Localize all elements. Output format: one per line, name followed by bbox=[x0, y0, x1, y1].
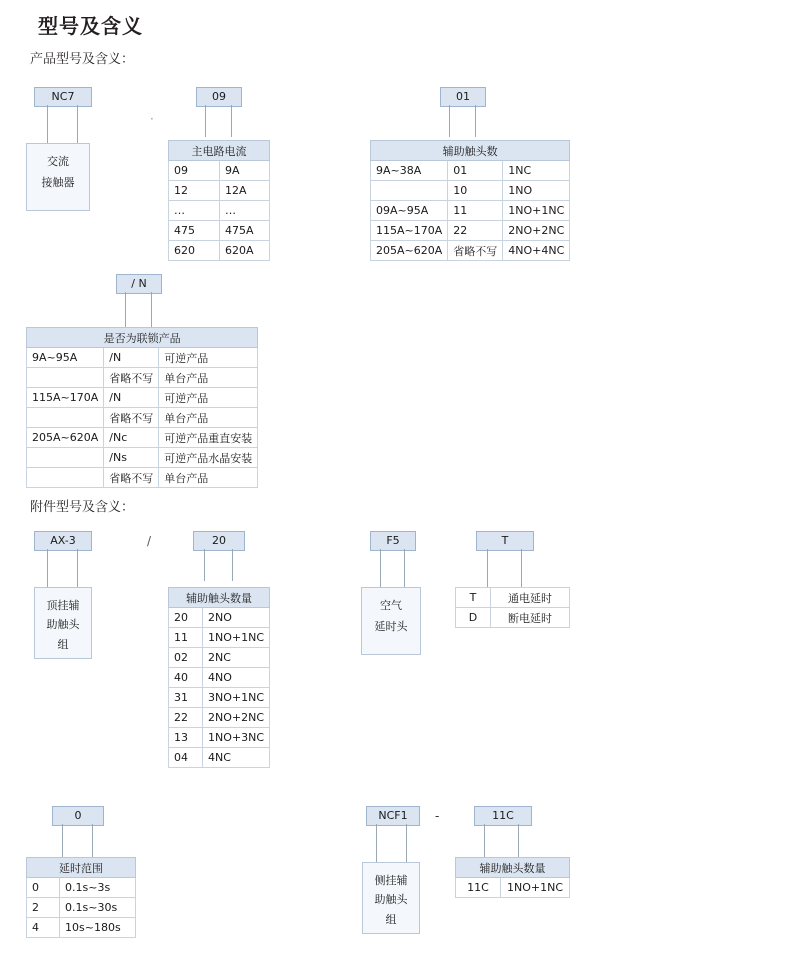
connector-nc7-left bbox=[47, 105, 48, 143]
cell-code: D bbox=[456, 608, 491, 628]
cell-code: /Nc bbox=[104, 428, 159, 448]
table-interlock bbox=[26, 327, 258, 488]
cell-code: 省略不写 bbox=[104, 468, 159, 488]
table-row bbox=[169, 608, 270, 628]
cell-value: 可逆产品 bbox=[159, 348, 258, 368]
chip-slash-n: / N bbox=[116, 274, 162, 294]
connector-11c-left bbox=[484, 824, 485, 857]
dash-mark: - bbox=[435, 809, 440, 823]
cell-code: 22 bbox=[169, 708, 203, 728]
connector-20-right bbox=[232, 549, 233, 581]
table-delay-range-header: 延时范围 bbox=[27, 858, 136, 878]
connector-01-right bbox=[475, 105, 476, 137]
cell-range bbox=[27, 368, 104, 388]
connector-f5-right bbox=[404, 549, 405, 587]
cell-code: 省略不写 bbox=[104, 368, 159, 388]
table-row bbox=[169, 241, 270, 261]
connector-t-right bbox=[521, 549, 522, 587]
cell-value: 10s~180s bbox=[60, 918, 136, 938]
cell-value: 可逆产品重直安装 bbox=[159, 428, 258, 448]
cell-range: 9A~95A bbox=[27, 348, 104, 368]
table-row bbox=[169, 221, 270, 241]
cell-code: 22 bbox=[448, 221, 503, 241]
cell-code: 31 bbox=[169, 688, 203, 708]
table-row bbox=[456, 588, 570, 608]
table-row bbox=[169, 628, 270, 648]
table-row bbox=[27, 898, 136, 918]
cell-code: 40 bbox=[169, 668, 203, 688]
cell-code: /Ns bbox=[104, 448, 159, 468]
connector-slashn-left bbox=[125, 292, 126, 327]
table-row bbox=[169, 728, 270, 748]
cell-value: 1NO bbox=[503, 181, 570, 201]
table-row bbox=[371, 201, 570, 221]
box-air-delay-line2: 延时头 bbox=[374, 619, 408, 633]
cell-code: T bbox=[456, 588, 491, 608]
cell-value: 3NO+1NC bbox=[202, 688, 269, 708]
table-main-current-header: 主电路电流 bbox=[169, 141, 270, 161]
cell-code: 13 bbox=[169, 728, 203, 748]
box-side-aux-line2: 助触头 bbox=[374, 893, 408, 907]
cell-value: 1NO+1NC bbox=[202, 628, 269, 648]
cell-code: 475 bbox=[169, 221, 220, 241]
table-row bbox=[27, 408, 258, 428]
table-aux-contacts-header: 辅助触头数 bbox=[371, 141, 570, 161]
connector-20-left bbox=[204, 549, 205, 581]
table-aux-contacts bbox=[370, 140, 570, 261]
table-delay-range bbox=[26, 857, 136, 938]
cell-range: 9A~38A bbox=[371, 161, 448, 181]
table-main-current bbox=[168, 140, 270, 261]
cell-code: 4 bbox=[27, 918, 60, 938]
table-delay-type bbox=[455, 587, 570, 628]
cell-code: 11C bbox=[456, 878, 501, 898]
table-row bbox=[169, 748, 270, 768]
table-row bbox=[169, 201, 270, 221]
cell-code: 2 bbox=[27, 898, 60, 918]
table-row bbox=[371, 241, 570, 261]
cell-code: 11 bbox=[448, 201, 503, 221]
connector-ncf1-right bbox=[406, 824, 407, 862]
box-top-aux bbox=[34, 587, 92, 659]
cell-code: 02 bbox=[169, 648, 203, 668]
cell-value: 通电延时 bbox=[491, 588, 570, 608]
box-air-delay-line1: 空气 bbox=[380, 599, 402, 612]
table-row bbox=[27, 388, 258, 408]
cell-value: 2NO+2NC bbox=[202, 708, 269, 728]
table-aux-qty2 bbox=[455, 857, 570, 898]
box-contactor bbox=[26, 143, 90, 211]
cell-range bbox=[27, 408, 104, 428]
table-row bbox=[169, 688, 270, 708]
table-row bbox=[27, 918, 136, 938]
table-aux-qty-header: 辅助触头数量 bbox=[169, 588, 270, 608]
table-row bbox=[169, 668, 270, 688]
chip-nc7: NC7 bbox=[34, 87, 92, 107]
connector-ax3-left bbox=[47, 549, 48, 587]
cell-value: 可逆产品水晶安装 bbox=[159, 448, 258, 468]
separator-mark-1: · bbox=[150, 112, 154, 126]
cell-value: 4NO+4NC bbox=[503, 241, 570, 261]
cell-value: 4NC bbox=[202, 748, 269, 768]
cell-value: 可逆产品 bbox=[159, 388, 258, 408]
cell-value: 0.1s~3s bbox=[60, 878, 136, 898]
cell-value: 9A bbox=[220, 161, 270, 181]
cell-value: 2NO+2NC bbox=[503, 221, 570, 241]
cell-code: 省略不写 bbox=[448, 241, 503, 261]
connector-ax3-right bbox=[77, 549, 78, 587]
table-row bbox=[27, 428, 258, 448]
cell-code: 10 bbox=[448, 181, 503, 201]
cell-code: 620 bbox=[169, 241, 220, 261]
table-row bbox=[27, 878, 136, 898]
box-contactor-line2: 接触器 bbox=[41, 175, 75, 189]
box-contactor-line1: 交流 bbox=[47, 155, 69, 168]
chip-0: 0 bbox=[52, 806, 104, 826]
chip-20: 20 bbox=[193, 531, 245, 551]
table-row bbox=[456, 608, 570, 628]
box-top-aux-line2: 助触头 bbox=[46, 618, 80, 632]
connector-t-left bbox=[487, 549, 488, 587]
chip-01: 01 bbox=[440, 87, 486, 107]
box-top-aux-line1: 顶挂辅 bbox=[46, 599, 80, 612]
cell-value: 1NC bbox=[503, 161, 570, 181]
box-side-aux-line1: 侧挂辅 bbox=[374, 874, 408, 887]
cell-range bbox=[27, 468, 104, 488]
cell-value: 475A bbox=[220, 221, 270, 241]
cell-value: 12A bbox=[220, 181, 270, 201]
section-label-product: 产品型号及含义： bbox=[30, 52, 135, 67]
cell-value: … bbox=[220, 201, 270, 221]
cell-value: 2NO bbox=[202, 608, 269, 628]
cell-value: 1NO+1NC bbox=[501, 878, 570, 898]
table-row bbox=[371, 221, 570, 241]
cell-range: 205A~620A bbox=[371, 241, 448, 261]
cell-range: 205A~620A bbox=[27, 428, 104, 448]
table-row bbox=[169, 181, 270, 201]
connector-01-left bbox=[449, 105, 450, 137]
chip-t: T bbox=[476, 531, 534, 551]
cell-code: 01 bbox=[448, 161, 503, 181]
cell-value: 单台产品 bbox=[159, 368, 258, 388]
connector-0-right bbox=[92, 824, 93, 857]
table-row bbox=[371, 161, 570, 181]
connector-ncf1-left bbox=[376, 824, 377, 862]
connector-f5-left bbox=[380, 549, 381, 587]
connector-09-left bbox=[205, 105, 206, 137]
cell-code: /N bbox=[104, 348, 159, 368]
cell-code: /N bbox=[104, 388, 159, 408]
cell-value: 0.1s~30s bbox=[60, 898, 136, 918]
table-row bbox=[169, 708, 270, 728]
connector-slashn-right bbox=[151, 292, 152, 327]
table-interlock-header: 是否为联锁产品 bbox=[27, 328, 258, 348]
cell-range bbox=[371, 181, 448, 201]
box-top-aux-line3: 组 bbox=[57, 637, 69, 651]
connector-0-left bbox=[62, 824, 63, 857]
cell-value: 4NO bbox=[202, 668, 269, 688]
cell-range: 115A~170A bbox=[371, 221, 448, 241]
cell-range: 09A~95A bbox=[371, 201, 448, 221]
cell-code: 09 bbox=[169, 161, 220, 181]
cell-code: … bbox=[169, 201, 220, 221]
cell-code: 省略不写 bbox=[104, 408, 159, 428]
cell-code: 04 bbox=[169, 748, 203, 768]
box-air-delay bbox=[361, 587, 421, 655]
chip-ax3: AX-3 bbox=[34, 531, 92, 551]
slash-mark: / bbox=[147, 534, 152, 548]
table-row bbox=[456, 878, 570, 898]
cell-code: 20 bbox=[169, 608, 203, 628]
cell-code: 12 bbox=[169, 181, 220, 201]
table-row bbox=[27, 348, 258, 368]
box-side-aux bbox=[362, 862, 420, 934]
connector-11c-right bbox=[518, 824, 519, 857]
cell-value: 断电延时 bbox=[491, 608, 570, 628]
table-row bbox=[371, 181, 570, 201]
box-side-aux-line3: 组 bbox=[385, 912, 397, 926]
cell-value: 2NC bbox=[202, 648, 269, 668]
chip-11c: 11C bbox=[474, 806, 532, 826]
section-label-accessory: 附件型号及含义： bbox=[30, 500, 135, 515]
connector-09-right bbox=[231, 105, 232, 137]
cell-range bbox=[27, 448, 104, 468]
table-row bbox=[27, 368, 258, 388]
cell-value: 1NO+3NC bbox=[202, 728, 269, 748]
cell-value: 620A bbox=[220, 241, 270, 261]
chip-09: 09 bbox=[196, 87, 242, 107]
cell-value: 1NO+1NC bbox=[503, 201, 570, 221]
cell-value: 单台产品 bbox=[159, 468, 258, 488]
table-row bbox=[169, 161, 270, 181]
cell-range: 115A~170A bbox=[27, 388, 104, 408]
chip-ncf1: NCF1 bbox=[366, 806, 420, 826]
table-row bbox=[27, 468, 258, 488]
connector-nc7-right bbox=[77, 105, 78, 143]
page-title: 型号及含义 bbox=[38, 14, 143, 38]
cell-code: 0 bbox=[27, 878, 60, 898]
table-row bbox=[27, 448, 258, 468]
table-aux-qty bbox=[168, 587, 270, 768]
chip-f5: F5 bbox=[370, 531, 416, 551]
table-row bbox=[169, 648, 270, 668]
cell-value: 单台产品 bbox=[159, 408, 258, 428]
table-aux-qty2-header: 辅助触头数量 bbox=[456, 858, 570, 878]
cell-code: 11 bbox=[169, 628, 203, 648]
